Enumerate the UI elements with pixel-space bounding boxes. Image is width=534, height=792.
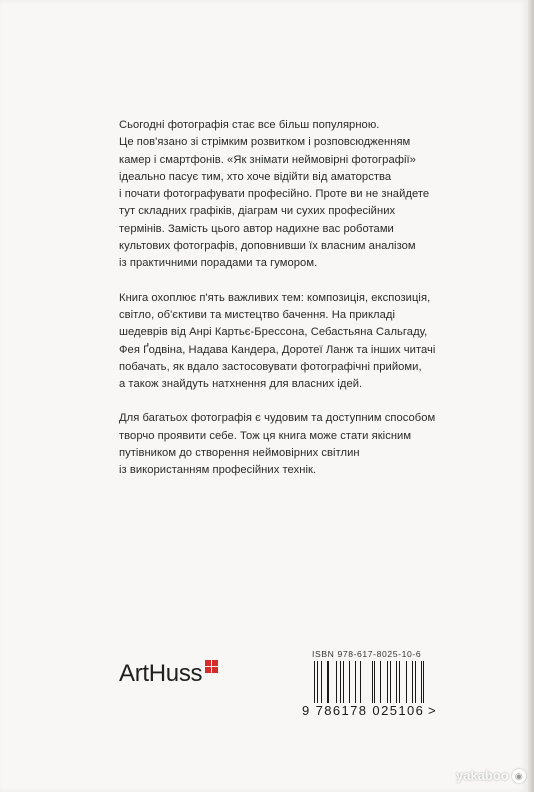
text-line: тут складних графіків, діаграм чи сухих професійних (119, 205, 396, 218)
publisher-name: ArtHuss (119, 660, 203, 687)
description-text (119, 117, 439, 497)
text-line: світло, об'єктиви та мистецтво бачення. На прикладі (119, 308, 396, 321)
text-line: шедеврів від Анрі Картьє-Брессона, Себастьяна Сальгаду, (119, 326, 428, 339)
publisher-logo (119, 660, 218, 690)
text-line: Книга охоплює п'ять важливих тем: композиція, експозиція, (119, 291, 431, 304)
barcode (308, 661, 431, 703)
isbn-label: ISBN 978-617-8025-10-6 (312, 649, 422, 659)
text-line: а також знайдуть натхнення для власних ідей. (119, 378, 363, 391)
text-line: побачать, як вдало застосовувати фотографічні прийоми, (119, 360, 422, 373)
text-line: ідеально пасує тим, хто хоче відійти від аматорства (119, 170, 392, 183)
barcode-arrow: > (428, 703, 436, 718)
text-line: культових фотографів, доповнивши їх власним аналізом (119, 240, 416, 253)
publisher-mark-icon (205, 660, 218, 673)
page-edge (528, 0, 534, 792)
text-line: Це пов'язано зі стрімким розвитком і розповсюдженням (119, 136, 411, 149)
text-line: творчо проявити себе. Тож ця книга може стати якісним (119, 429, 412, 442)
paragraph-3 (119, 410, 439, 479)
text-line: із практичними порадами та гумором. (119, 257, 318, 270)
barcode-digits: 9 786178 025106 (302, 703, 425, 718)
paragraph-2 (119, 290, 439, 394)
text-line: путівником до створення неймовірних світлин (119, 447, 360, 460)
watermark-logo-icon: ◉ (512, 769, 526, 783)
text-line: із використанням професійних технік. (119, 464, 317, 477)
text-line: Фея Ґодвіна, Надава Кандера, Доротеї Ланж та інших читачі (119, 343, 436, 356)
paragraph-1 (119, 117, 439, 273)
text-line: камер і смартфонів. «Як знімати неймовірні фотографії» (119, 153, 416, 166)
text-line: термінів. Замість цього автор надихне вас роботами (119, 222, 394, 235)
text-line: Сьогодні фотографія стає все більш популярною. (119, 119, 380, 131)
text-line: Для багатьох фотографія є чудовим та доступним способом (119, 412, 436, 425)
watermark (456, 768, 526, 783)
watermark-text: yakaboo (456, 768, 509, 783)
text-line: і почати фотографувати професійно. Проте ви не знайдете (119, 188, 430, 201)
